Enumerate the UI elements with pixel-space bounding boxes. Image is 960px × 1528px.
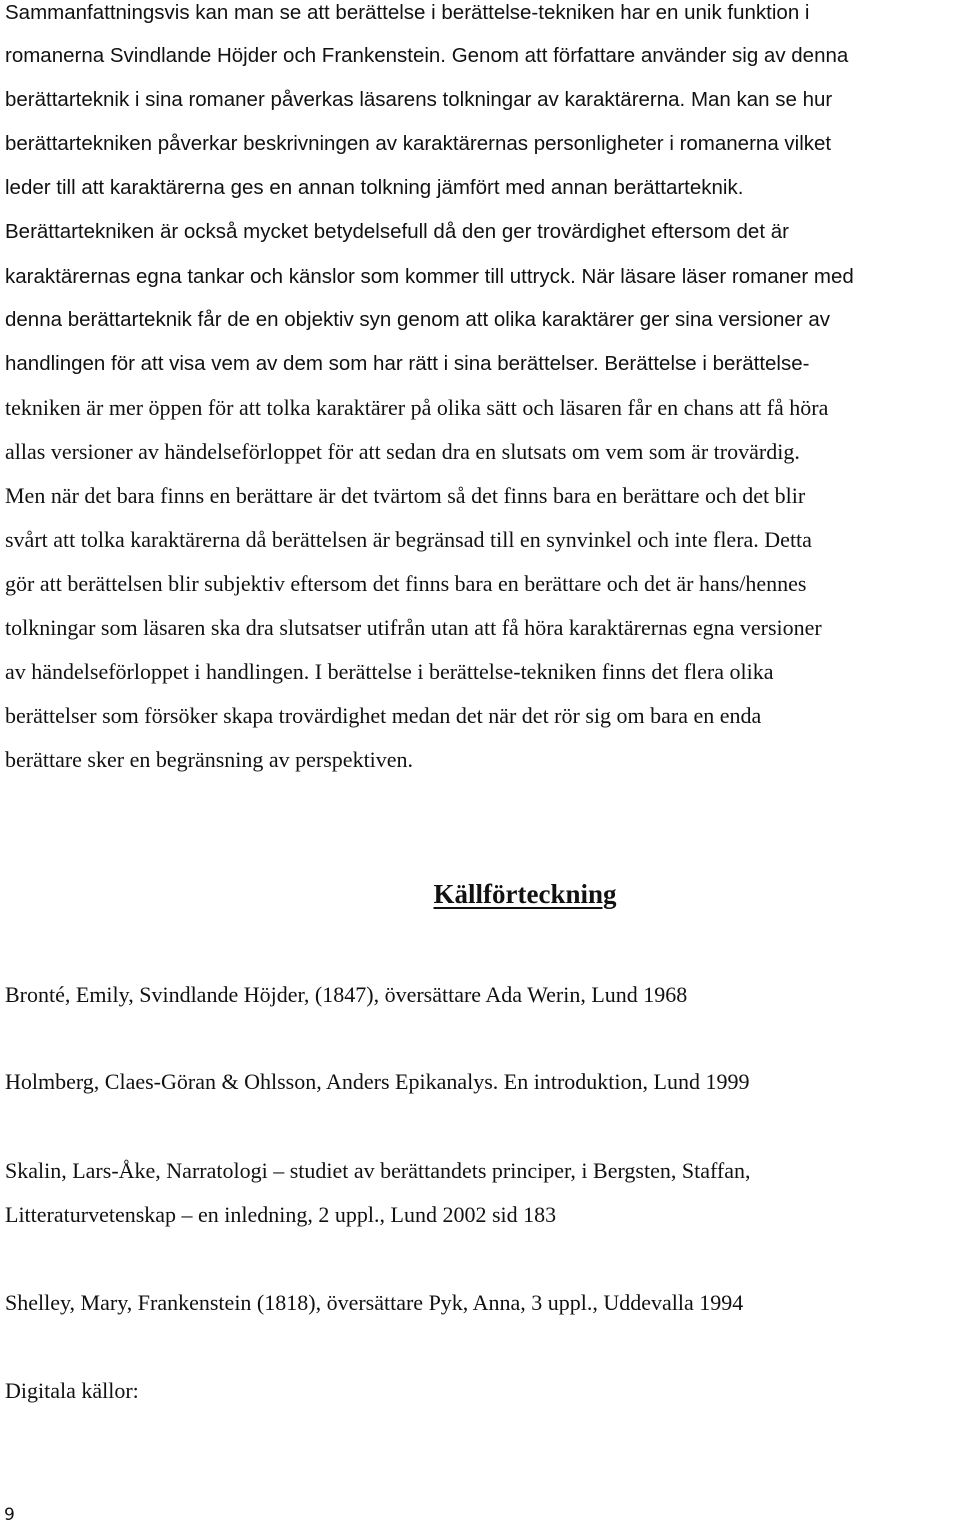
body-line-10: tekniken är mer öppen för att tolka karaktärer på olika sätt och läsaren får en chans att få höra [5, 395, 829, 420]
reference-skalin-line-1: Skalin, Lars-Åke, Narratologi – studiet av berättandets principer, i Bergsten, Staffan, [5, 1158, 751, 1183]
digital-sources-label: Digitala källor: [5, 1378, 139, 1403]
reference-shelley: Shelley, Mary, Frankenstein (1818), översättare Pyk, Anna, 3 uppl., Uddevalla 1994 [5, 1290, 744, 1315]
body-line-4: berättartekniken påverkar beskrivningen av karaktärernas personligheter i romanerna vilket [5, 132, 832, 155]
body-line-5: leder till att karaktärerna ges en annan tolkning jämfört med annan berättarteknik. [5, 176, 744, 199]
body-line-7-part-a: karaktärernas egna tankar och känslor som kommer till uttryck. [5, 265, 582, 288]
reference-skalin-line-2: Litteraturvetenskap – en inledning, 2 uppl., Lund 2002 sid 183 [5, 1202, 557, 1227]
body-line-12: Men när det bara finns en berättare är det tvärtom så det finns bara en berättare och det blir [5, 483, 806, 508]
reference-holmberg: Holmberg, Claes-Göran & Ohlsson, Anders Epikanalys. En introduktion, Lund 1999 [5, 1069, 750, 1094]
body-line-11: allas versioner av händelseförloppet för att sedan dra en slutsats om vem som är trovärdig. [5, 439, 800, 464]
page-number: 9 [4, 1505, 15, 1525]
body-line-7-part-b: När läsare läser romaner med [581, 265, 854, 288]
body-line-7 [5, 263, 854, 290]
body-line-3: berättarteknik i sina romaner påverkas läsarens tolkningar av karaktärerna. Man kan se hur [5, 88, 833, 111]
reference-bronte: Bronté, Emily, Svindlande Höjder, (1847), översättare Ada Werin, Lund 1968 [5, 982, 688, 1007]
body-line-15: tolkningar som läsaren ska dra slutsatser utifrån utan att få höra karaktärernas egna versioner [5, 615, 822, 640]
body-line-14: gör att berättelsen blir subjektiv eftersom det finns bara en berättare och det är hans/hennes [5, 571, 807, 596]
sources-heading: Källförteckning [433, 879, 617, 909]
body-line-1: Sammanfattningsvis kan man se att berättelse i berättelse-tekniken har en unik funktion i [5, 1, 810, 24]
body-line-8: denna berättarteknik får de en objektiv syn genom att olika karaktärer ger sina versioner av [5, 308, 830, 331]
body-line-18: berättare sker en begränsning av perspektiven. [5, 747, 414, 772]
body-line-6: Berättartekniken är också mycket betydelsefull då den ger trovärdighet eftersom det är [5, 220, 789, 243]
body-line-9: handlingen för att visa vem av dem som har rätt i sina berättelser. Berättelse i berättelse- [5, 352, 810, 375]
body-line-2: romanerna Svindlande Höjder och Frankenstein. Genom att författare använder sig av denna [5, 44, 849, 67]
body-line-16: av händelseförloppet i handlingen. I berättelse i berättelse-tekniken finns det flera olika [5, 659, 774, 684]
body-line-17: berättelser som försöker skapa trovärdighet medan det när det rör sig om bara en enda [5, 703, 762, 728]
body-line-13: svårt att tolka karaktärerna då berättelsen är begränsad till en synvinkel och inte flera. Detta [5, 527, 812, 552]
